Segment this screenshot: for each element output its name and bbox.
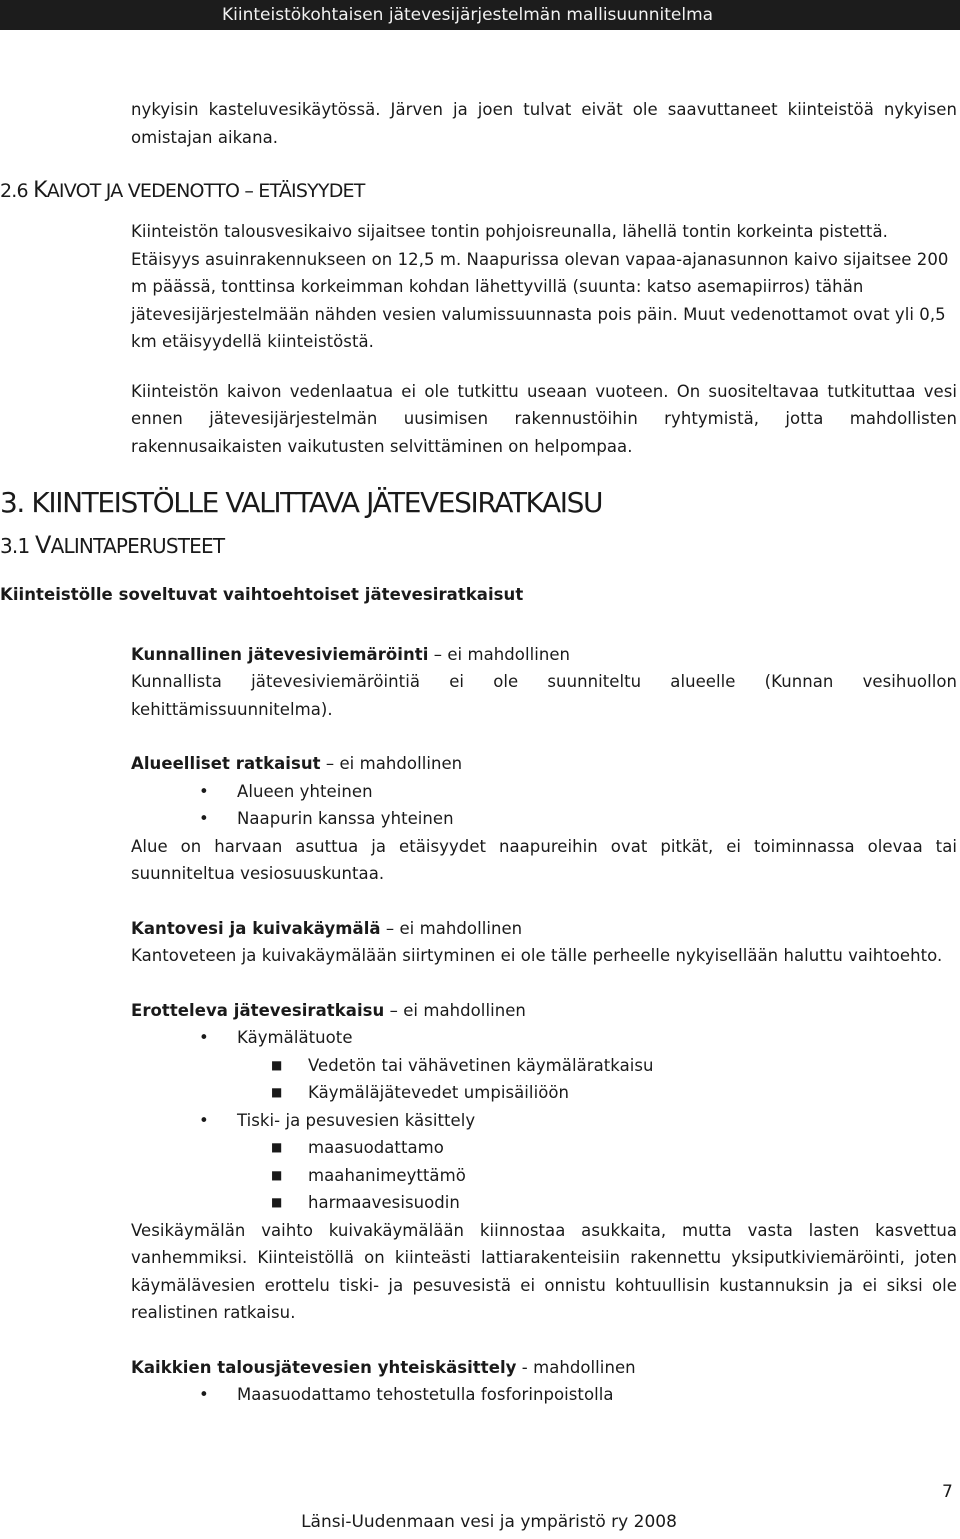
option-title: Kunnallinen jätevesiviemäröinti: [131, 644, 429, 664]
option-erotteleva: [131, 997, 957, 1327]
list-item: • Maasuodattamo tehostetulla fosforinpoistolla: [131, 1381, 957, 1409]
list-item: • Käymälätuote: [131, 1024, 957, 1052]
option-kantovesi: [131, 915, 957, 970]
page-content: [0, 96, 957, 1409]
list-item: • Tiski- ja pesuvesien käsittely: [131, 1107, 957, 1135]
option-status: – ei mahdollinen: [380, 918, 523, 938]
list-item: • Naapurin kanssa yhteinen: [131, 805, 957, 833]
option-text: Kunnallista jätevesiviemäröintiä ei ole suunniteltu alueelle (Kunnan vesihuollon kehittämissuunnitelma).: [131, 672, 957, 719]
sub-list-item: ■ Vedetön tai vähävetinen käymäläratkaisu: [131, 1052, 957, 1080]
option-status: – ei mahdollinen: [320, 754, 463, 773]
list-item: • Alueen yhteinen: [131, 778, 957, 806]
option-title: Alueelliset ratkaisut: [131, 754, 321, 773]
footer-text: Länsi-Uudenmaan vesi ja ympäristö ry 2008: [301, 1512, 677, 1532]
sub-list-item: ■ harmaavesisuodin: [131, 1189, 957, 1217]
wells-paragraph: Kiinteistön talousvesikaivo sijaitsee tontin pohjoisreunalla, lähellä tontin korkeinta pistettä. Etäisyys asuinrakennukseen on 12,5 m. Naapurissa olevan vapaa-ajanasunnon kaivo sijaitsee 200 m päässä, tonttinsa korkeimman kohdan lähettyvillä (suunta: katso asemapiirros) tähän jätevesijärjestelmään nähden vesien valumissuunnasta pois päin. Muut vedenottamot ovat yli 0,5 km etäisyydellä kiinteistöstä.: [131, 222, 949, 351]
option-kunnallinen: [131, 641, 957, 724]
option-status: – ei mahdollinen: [428, 644, 571, 664]
option-status: – ei mahdollinen: [384, 1000, 526, 1020]
option-kaikkien: [131, 1354, 957, 1409]
water-quality-paragraph: Kiinteistön kaivon vedenlaatua ei ole tutkittu useaan vuoteen. On suositeltavaa tutkituttaa vesi ennen jätevesijärjestelmän uusimisen rakennustöihin ryhtymistä, jotta mahdollisten rakennusaikaisten vaikutusten selvittäminen on helpompaa.: [131, 381, 957, 456]
option-text: Kantoveteen ja kuivakäymälään siirtyminen ei ole tälle perheelle nykyisellään haluttu vaihtoehto.: [131, 946, 943, 965]
sub-list-item: ■ maahanimeyttämö: [131, 1162, 957, 1190]
section-3-heading: 3. KIINTEISTÖLLE VALITTAVA JÄTEVESIRATKAISU: [0, 486, 603, 519]
option-text: Vesikäymälän vaihto kuivakäymälään kiinnostaa asukkaita, mutta vasta lasten kasvettua vanhemmiksi. Kiinteistöllä on kiinteästi lattiarakenteisiin rakennettu yksiputkiviemäröinti, joten käymälävesien erottelu tiski- ja pesuvesistä ei onnistu kohtuullisin kustannuksin ja ei siksi ole realistinen ratkaisu.: [131, 1220, 957, 1322]
option-alueelliset: [131, 750, 957, 888]
section-2-6-heading: 2.6 KAIVOT JA VEDENOTTO – ETÄISYYDET: [0, 178, 365, 203]
sub-list-item: ■ Käymäläjätevedet umpisäiliöön: [131, 1079, 957, 1107]
intro-paragraph: nykyisin kasteluvesikäytössä. Järven ja joen tulvat eivät ole saavuttaneet kiinteistöä nykyisen omistajan aikana.: [131, 100, 957, 147]
option-text: Alue on harvaan asuttua ja etäisyydet naapureihin ovat pitkät, ei toiminnassa olevaa tai suunniteltua vesiosuuskuntaa.: [131, 836, 957, 883]
options-heading: Kiinteistölle soveltuvat vaihtoehtoiset jätevesiratkaisut: [0, 585, 524, 604]
document-header: [0, 0, 960, 30]
option-title: Erotteleva jätevesiratkaisu: [131, 1000, 385, 1020]
document-footer: [0, 1512, 960, 1532]
option-title: Kaikkien talousjätevesien yhteiskäsittely: [131, 1357, 517, 1377]
sub-list-item: ■ maasuodattamo: [131, 1134, 957, 1162]
header-title: Kiinteistökohtaisen jätevesijärjestelmän mallisuunnitelma: [222, 5, 714, 25]
page-number: 7: [942, 1482, 953, 1502]
option-title: Kantovesi ja kuivakäymälä: [131, 918, 381, 938]
section-3-1-heading: 3.1 VALINTAPERUSTEET: [0, 531, 225, 559]
option-status: - mahdollinen: [516, 1357, 636, 1377]
